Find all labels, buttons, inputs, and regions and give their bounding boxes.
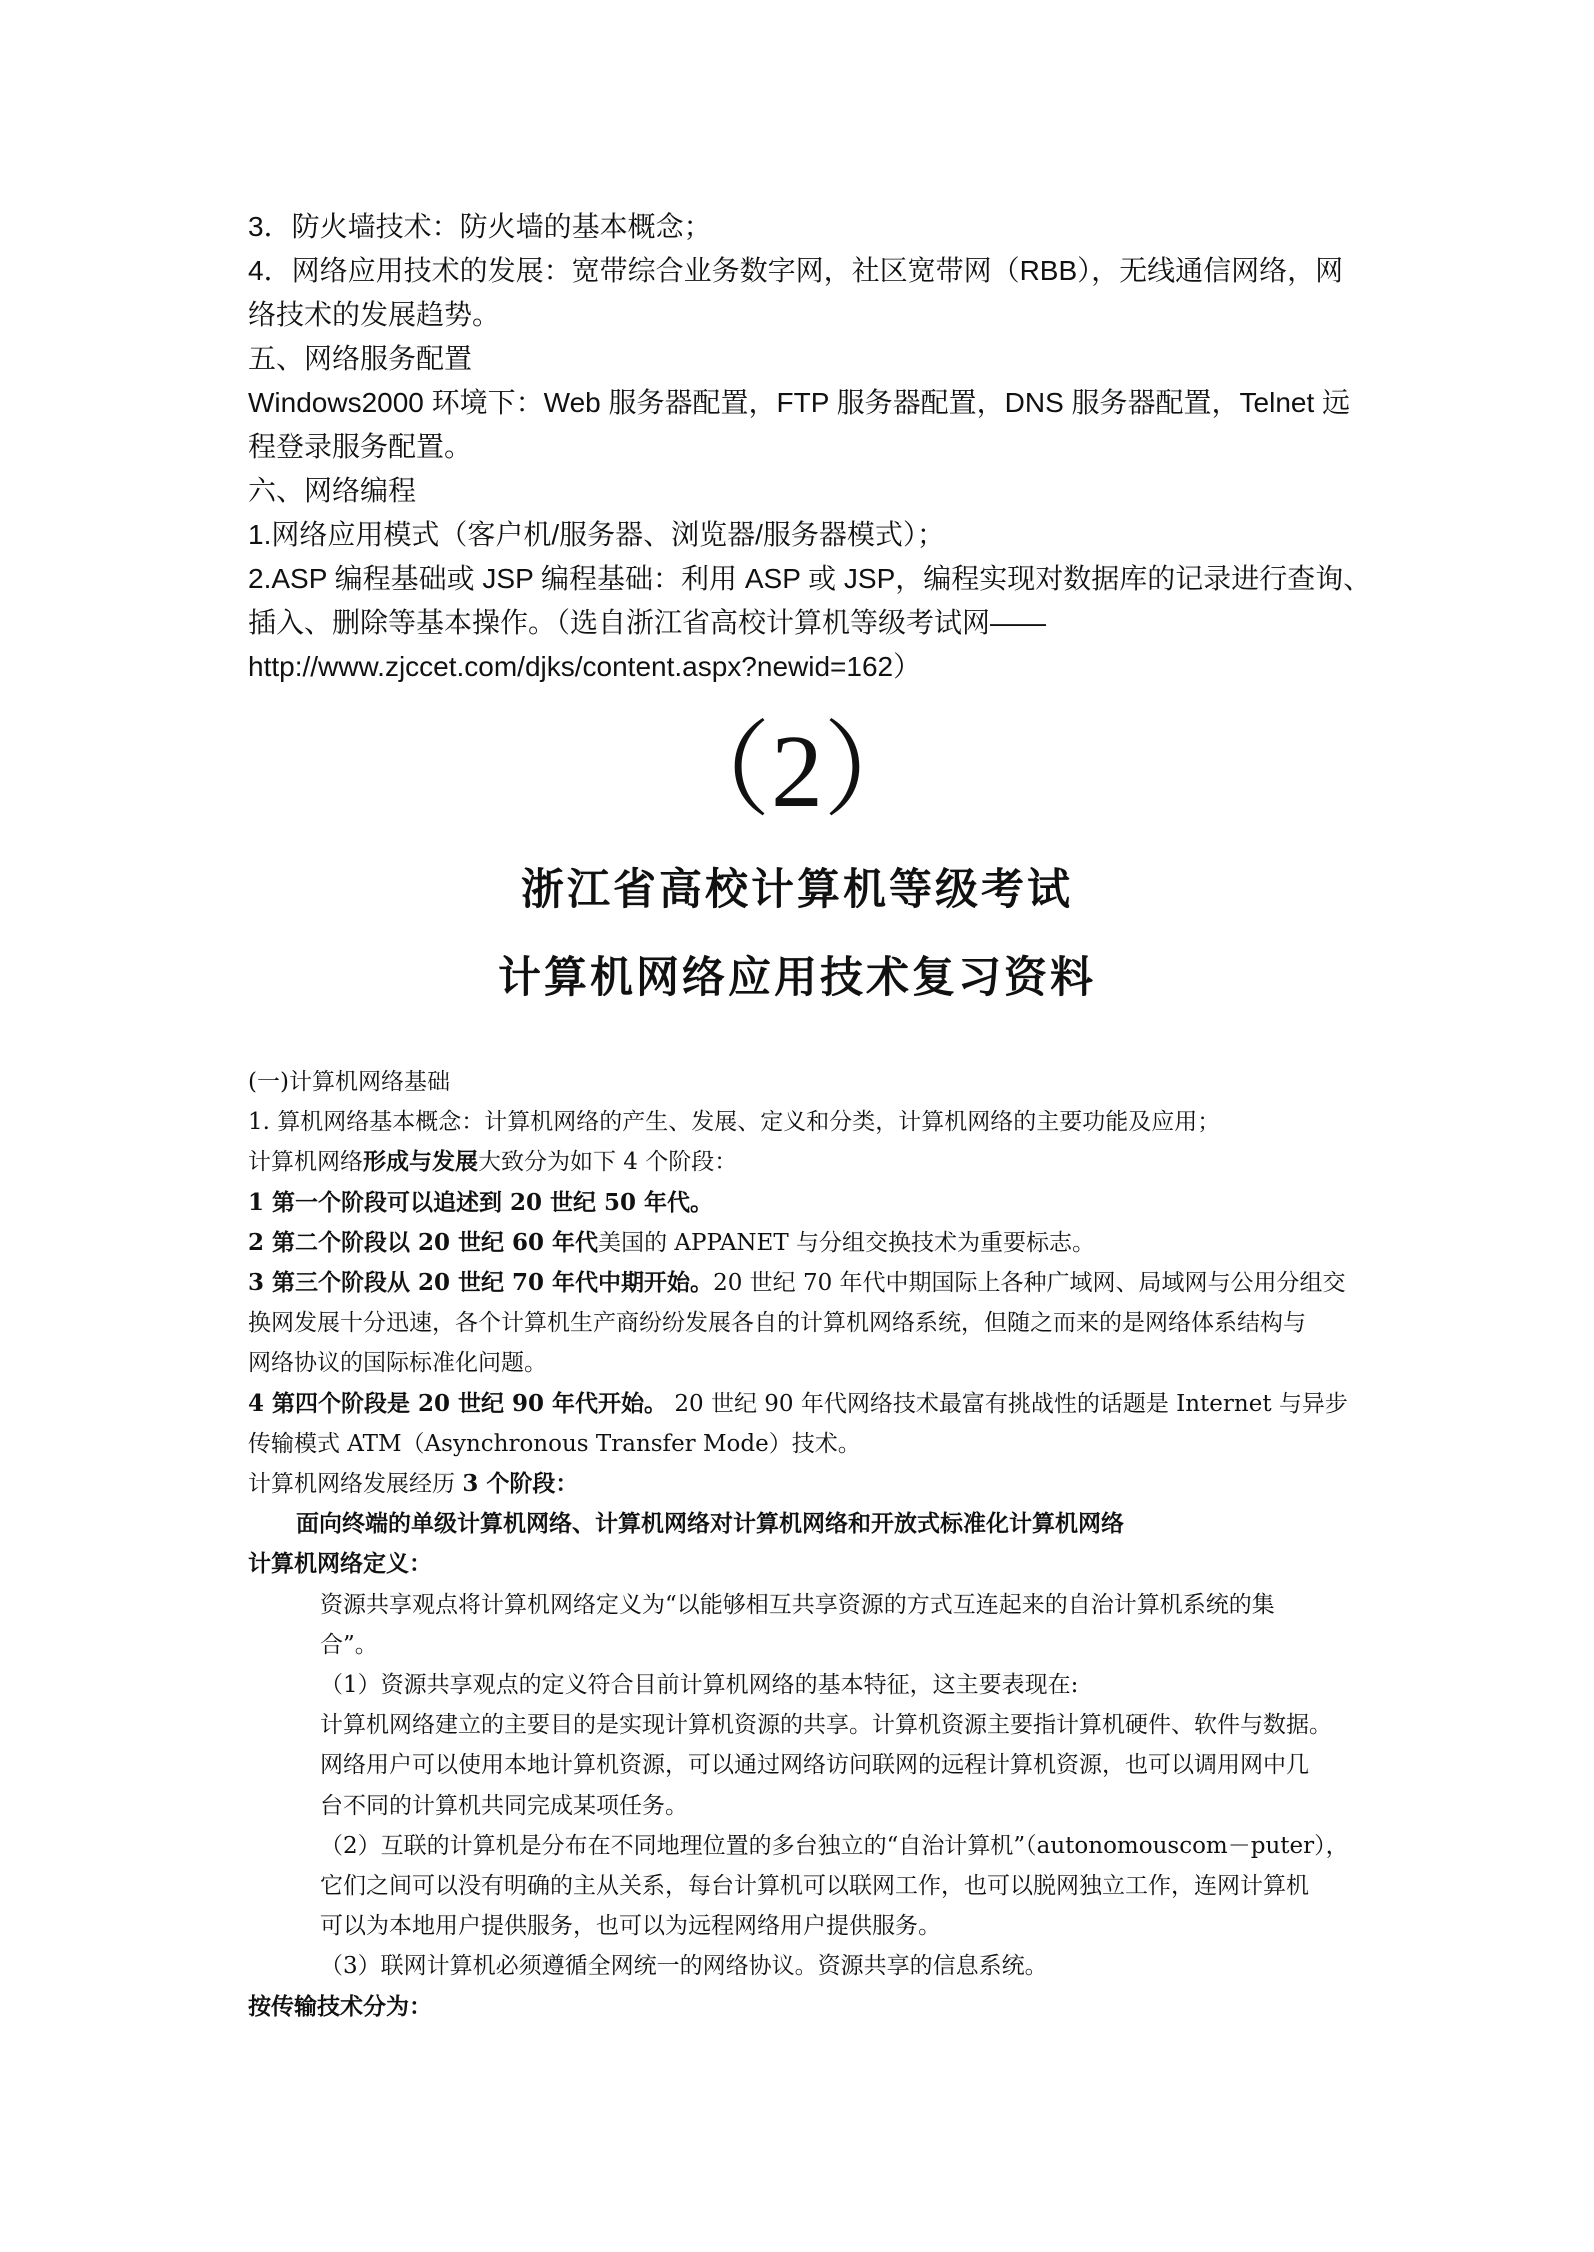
transmission-heading: 按传输技术分为： [248, 1992, 432, 2020]
paragraph: Windows2000 环境下：Web 服务器配置，FTP 服务器配置，DNS 服务器配置，Telnet 远 [248, 387, 1351, 418]
paragraph: 程登录服务配置。 [248, 431, 473, 462]
section-heading: 五、网络服务配置 [248, 343, 473, 374]
paragraph: 换网发展十分迅速，各个计算机生产商纷纷发展各自的计算机网络系统，但随之而来的是网络体系结构与 [248, 1310, 1306, 1337]
document-subtitle: 计算机网络应用技术复习资料 [498, 953, 1096, 1003]
paragraph: 2.ASP 编程基础或 JSP 编程基础：利用 ASP 或 JSP，编程实现对数据库的记录进行查询、 [248, 563, 1372, 594]
text: 计算机网络发展经历 [248, 1471, 463, 1498]
paragraph: 3．防火墙技术：防火墙的基本概念； [248, 211, 712, 242]
text: 美国的 APPANET 与分组交换技术为重要标志。 [598, 1229, 1095, 1256]
paragraph: 1. 算机网络基本概念：计算机网络的产生、发展、定义和分类，计算机网络的主要功能及应用； [248, 1109, 1221, 1136]
section-number: （2） [666, 714, 927, 829]
document-title: 浙江省高校计算机等级考试 [521, 865, 1073, 915]
stage-item: 1 第一个阶段可以追述到 20 世纪 50 年代。 [248, 1188, 714, 1216]
paragraph: 台不同的计算机共同完成某项任务。 [320, 1792, 688, 1819]
paragraph: 插入、删除等基本操作。（选自浙江省高校计算机等级考试网—— [248, 607, 1047, 638]
text: 大致分为如下 4 个阶段： [478, 1149, 738, 1176]
text: 20 世纪 70 年代中期国际上各种广域网、局域网与公用分组交 [713, 1270, 1346, 1297]
paragraph: 网络用户可以使用本地计算机资源，可以通过网络访问联网的远程计算机资源，也可以调用网中几 [320, 1752, 1309, 1779]
text: 20 世纪 90 年代网络技术最富有挑战性的话题是 Internet 与异步 [667, 1390, 1348, 1417]
bold-text: 4 第四个阶段是 20 世纪 90 年代开始。 [248, 1389, 668, 1417]
paragraph: （3）联网计算机必须遵循全网统一的网络协议。资源共享的信息系统。 [320, 1953, 1048, 1980]
top-section [248, 205, 1372, 689]
source-url: http://www.zjccet.com/djks/content.aspx?newid=162） [248, 651, 922, 682]
paragraph: 可以为本地用户提供服务，也可以为远程网络用户提供服务。 [320, 1913, 941, 1940]
text: 计算机网络 [248, 1149, 363, 1176]
paragraph: 资源共享观点将计算机网络定义为“以能够相互共享资源的方式互连起来的自治计算机系统的集 [320, 1591, 1275, 1618]
definition-heading: 计算机网络定义： [248, 1550, 432, 1578]
paragraph: 合”。 [320, 1631, 378, 1658]
bold-text: 3 个阶段： [462, 1470, 579, 1498]
stages-list: 面向终端的单级计算机网络、计算机网络对计算机网络和开放式标准化计算机网络 [296, 1510, 1124, 1538]
section-heading: (一)计算机网络基础 [248, 1069, 450, 1095]
bold-text: 形成与发展 [363, 1148, 478, 1176]
paragraph: 计算机网络建立的主要目的是实现计算机资源的共享。计算机资源主要指计算机硬件、软件与数据。 [320, 1712, 1332, 1739]
paragraph [248, 1142, 1358, 1182]
paragraph [248, 1464, 1358, 1504]
paragraph: 网络协议的国际标准化问题。 [248, 1350, 547, 1377]
paragraph: （1）资源共享观点的定义符合目前计算机网络的基本特征，这主要表现在: [320, 1672, 1079, 1699]
section-heading: 六、网络编程 [248, 475, 417, 506]
stage-item [248, 1263, 1358, 1303]
paragraph: 它们之间可以没有明确的主从关系，每台计算机可以联网工作，也可以脱网独立工作，连网计算机 [320, 1873, 1309, 1900]
stage-item [248, 1223, 1358, 1263]
paragraph: 1.网络应用模式（客户机/服务器、浏览器/服务器模式）； [248, 519, 945, 550]
bold-text: 3 第三个阶段从 20 世纪 70 年代中期开始。 [248, 1269, 714, 1297]
paragraph: 传输模式 ATM（Asynchronous Transfer Mode）技术。 [248, 1430, 861, 1457]
paragraph: 4．网络应用技术的发展：宽带综合业务数字网，社区宽带网（RBB），无线通信网络，网 [248, 255, 1344, 286]
paragraph: （2）互联的计算机是分布在不同地理位置的多台独立的“自治计算机”（autonomouscom－puter）， [320, 1832, 1349, 1859]
body-section [248, 1062, 1358, 2027]
stage-item [248, 1384, 1358, 1424]
bold-text: 2 第二个阶段以 20 世纪 60 年代 [248, 1228, 599, 1256]
paragraph: 络技术的发展趋势。 [248, 299, 501, 330]
